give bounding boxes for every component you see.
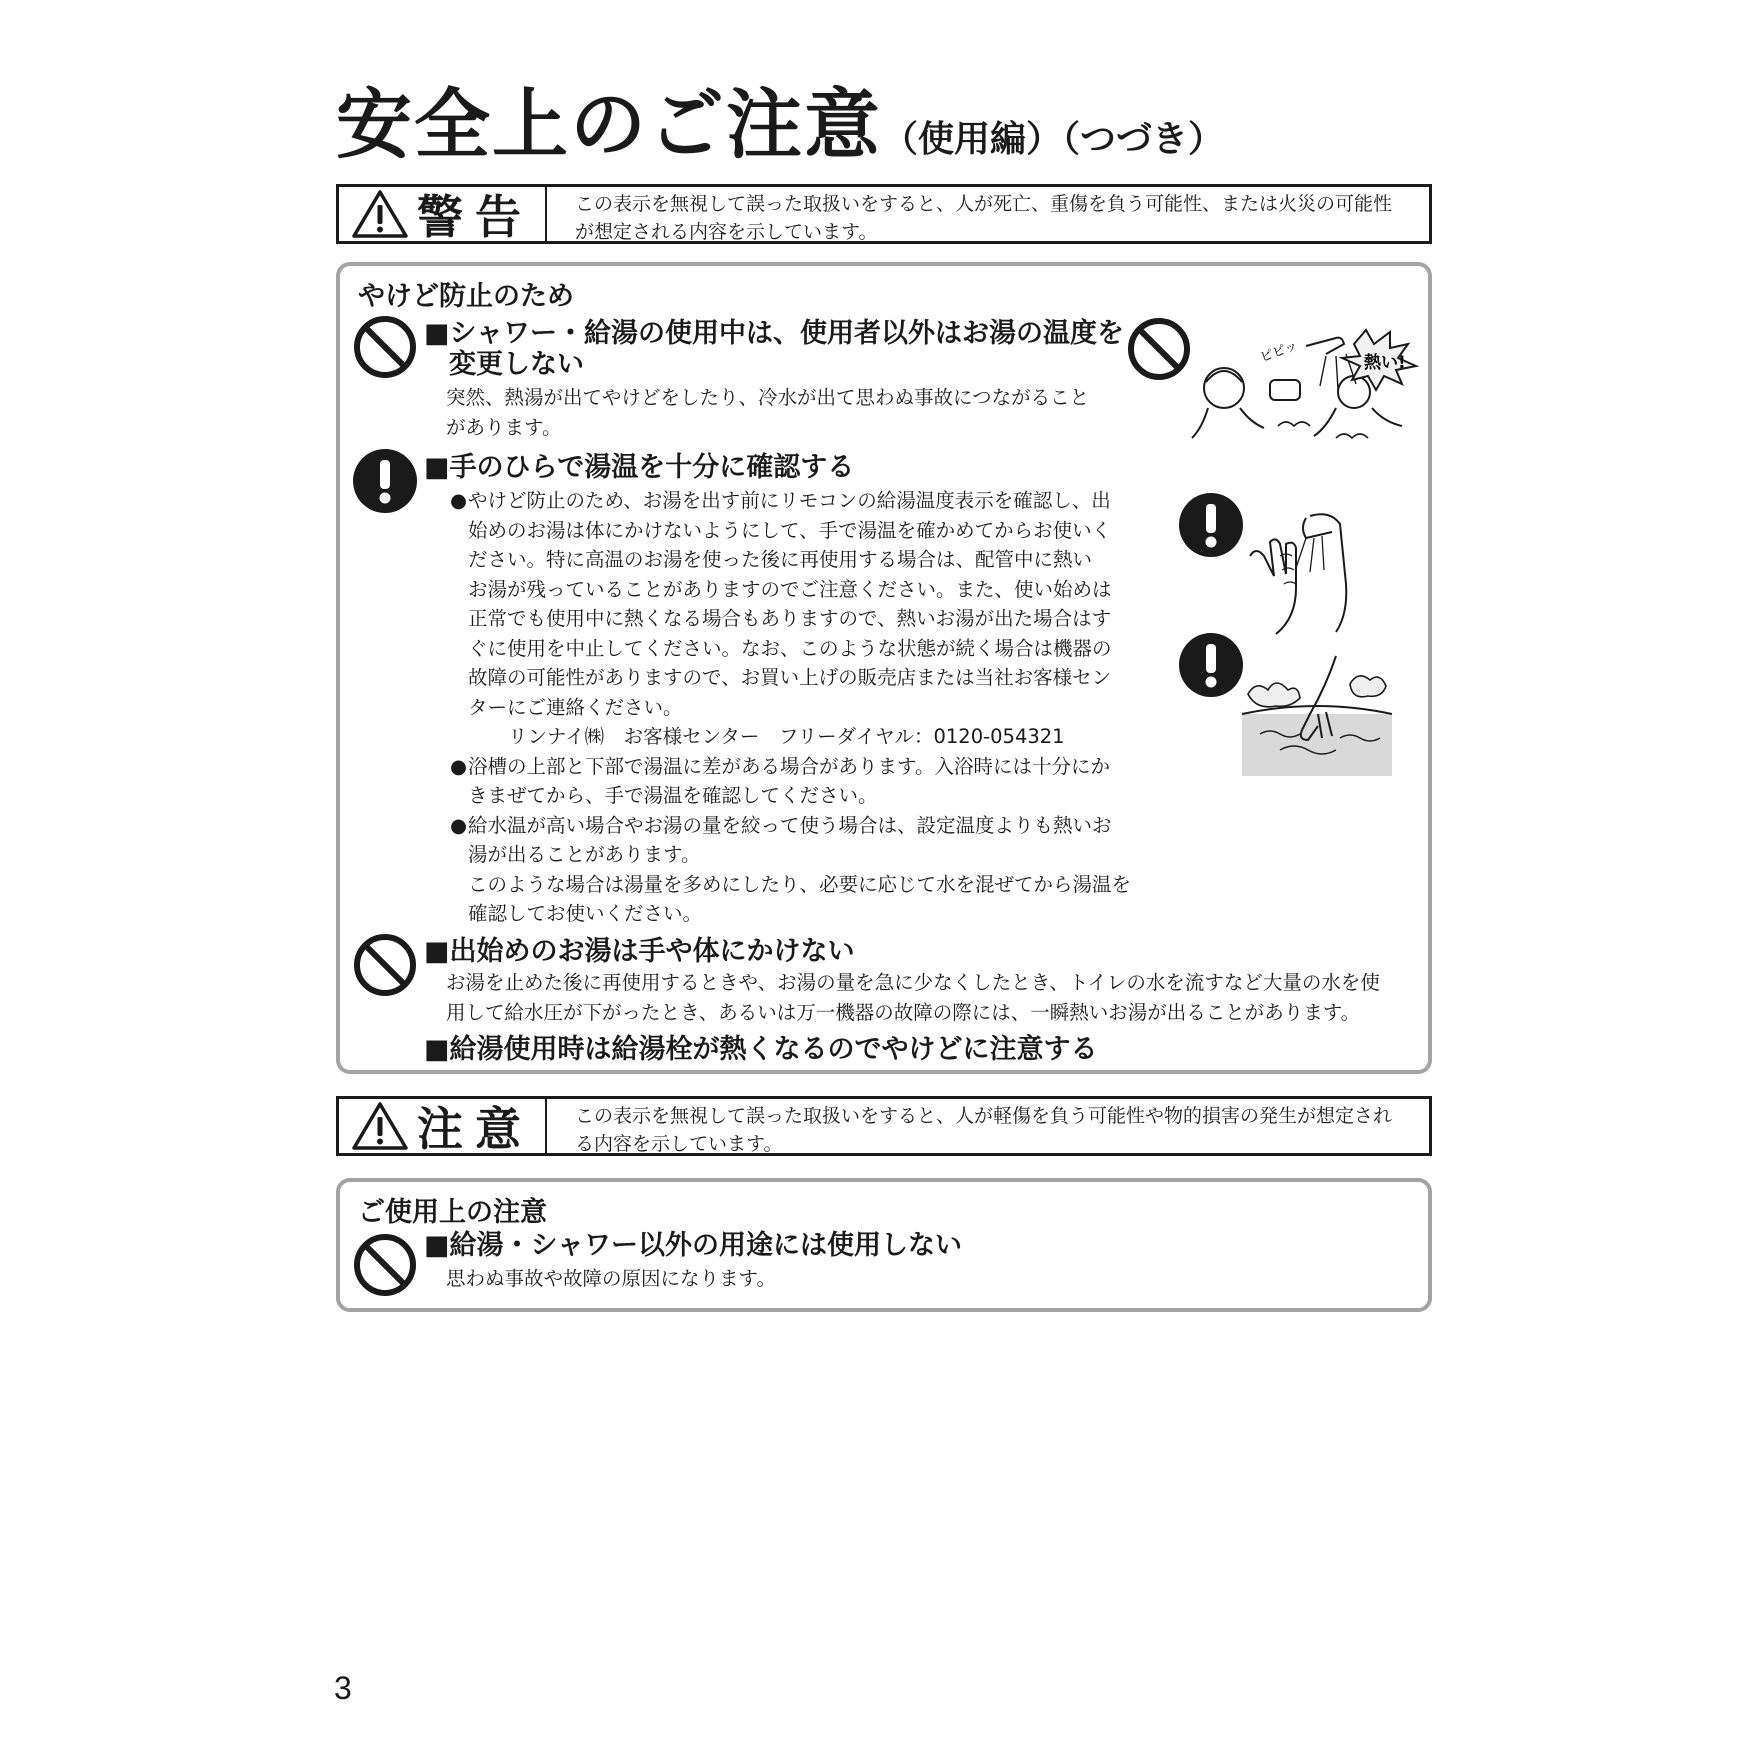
hand-in-bath-illustration — [1240, 654, 1394, 778]
item1-text-line2: があります。 — [446, 415, 562, 439]
bullet1-line: ターにご連絡ください。 — [468, 695, 683, 719]
bullet1-line: やけど防止のため、お湯を出す前にリモコンの給湯温度表示を確認し、出 — [468, 489, 1111, 512]
page-title — [336, 64, 1224, 173]
burn-prevention-panel — [336, 262, 1432, 1074]
warning-description: この表示を無視して誤った取扱いをすると、人が死亡、重傷を負う可能性、または火災の可能性が想定される内容を示しています。 — [575, 193, 1393, 243]
caution-description: この表示を無視して誤った取扱いをすると、人が軽傷を負う可能性や物的損害の発生が想定される内容を示しています。 — [575, 1105, 1393, 1155]
hand-under-shower-illustration — [1240, 506, 1360, 636]
caution-label-cell — [339, 1099, 547, 1156]
usage-item1-text — [446, 1264, 1346, 1294]
warning-level-box — [336, 184, 1432, 244]
bullet2-line: きまぜてから、手で湯温を確認してください。 — [468, 784, 878, 807]
bullet3-line: 確認してお使いください。 — [468, 902, 703, 925]
bullet1-line: 正常でも使用中に熱くなる場合もありますので、熱いお湯が出た場合はす — [468, 607, 1112, 630]
item1-text-line1: 突然、熱湯が出てやけどをしたり、冷水が出て思わぬ事故につながること — [446, 386, 1090, 409]
item3-text-line2: 用して給水圧が下がったとき、あるいは万一機器の故障の際には、一瞬熱いお湯が出ることがあります。 — [446, 1000, 1361, 1024]
bullet3-line: このような場合は湯量を多めにしたり、必要に応じて水を混ぜてから湯温を — [468, 872, 1132, 896]
bullet3-line: 湯が出ることがあります。 — [468, 843, 701, 866]
bullet1-line: 始めのお湯は体にかけないようにして、手で湯温を確かめてからお使いく — [468, 518, 1112, 542]
item3-heading: ■出始めのお湯は手や体にかけない — [424, 936, 855, 967]
caution-level-box — [336, 1096, 1432, 1156]
bullet3-line: 給水温が高い場合やお湯の量を絞って使う場合は、設定温度よりも熱いお — [468, 813, 1112, 837]
usage-precautions-panel — [336, 1178, 1432, 1312]
mandatory-action-icon — [1178, 632, 1244, 698]
mandatory-action-icon — [1178, 492, 1244, 558]
bullet-dot: ● — [450, 813, 468, 837]
prohibition-icon — [1126, 316, 1192, 382]
bullet1-line: ぐに使用を中止してください。なお、このような状態が続く場合は機器の — [468, 636, 1112, 660]
item2-heading: ■手のひらで湯温を十分に確認する — [424, 452, 855, 483]
item1-heading-line2: 変更しない — [449, 349, 584, 380]
item2-bullet3 — [450, 811, 1140, 929]
item3-text — [446, 968, 1436, 1027]
item2-bullet2 — [450, 752, 1140, 811]
bullet1-line: ださい。特に高温のお湯を使った後に再使用する場合は、配管中に熱い — [468, 548, 1093, 571]
prohibition-icon — [352, 932, 418, 998]
shower-scald-illustration — [1186, 326, 1422, 456]
item1-heading-line1: ■シャワー・給湯の使用中は、使用者以外はお湯の温度を — [424, 318, 1124, 349]
bullet1-line: お湯が残っていることがありますのでご注意ください。また、使い始めは — [468, 577, 1112, 601]
usage-item1-heading: ■給湯・シャワー以外の用途には使用しない — [424, 1230, 962, 1261]
title-suffix: （使用編）（つづき） — [882, 119, 1225, 160]
illus-label-hot: 熱い! — [1364, 353, 1406, 373]
bullet1-line: 故障の可能性がありますので、お買い上げの販売店または当社お客様セン — [468, 666, 1112, 689]
warning-label-cell — [339, 187, 547, 244]
burn-section-title: やけど防止のため — [358, 281, 574, 312]
caution-label: 注意 — [417, 1102, 533, 1156]
item3-text-line1: お湯を止めた後に再使用するときや、お湯の量を急に少なくしたとき、トイレの水を流すなど大量の水を使 — [446, 971, 1380, 994]
item1-text — [446, 383, 1126, 442]
warning-triangle-icon — [351, 189, 409, 239]
bullet-dot: ● — [450, 489, 468, 512]
item2-text — [450, 486, 1140, 929]
illus-label-beep: ピピッ — [1258, 338, 1300, 366]
prohibition-icon — [352, 314, 418, 380]
title-main: 安全上のご注意 — [336, 80, 882, 169]
usage-item1-text-line: 思わぬ事故や故障の原因になります。 — [446, 1267, 776, 1290]
item4-heading: ■給湯使用時は給湯栓が熱くなるのでやけどに注意する — [424, 1034, 1098, 1065]
item1-heading — [424, 318, 1124, 380]
bullet-dot: ● — [450, 754, 468, 778]
mandatory-action-icon — [352, 448, 418, 514]
usage-section-title: ご使用上の注意 — [358, 1197, 547, 1228]
item2-bullet1 — [450, 486, 1140, 752]
warning-triangle-icon — [351, 1101, 409, 1151]
bullet2-line: 浴槽の上部と下部で湯温に差がある場合があります。入浴時には十分にか — [468, 754, 1110, 778]
page-number: 3 — [334, 1670, 352, 1706]
warning-label: 警告 — [417, 190, 533, 244]
customer-center-contact: リンナイ㈱ お客様センター フリーダイヤル：0120-054321 — [508, 725, 1065, 748]
prohibition-icon — [352, 1232, 418, 1298]
